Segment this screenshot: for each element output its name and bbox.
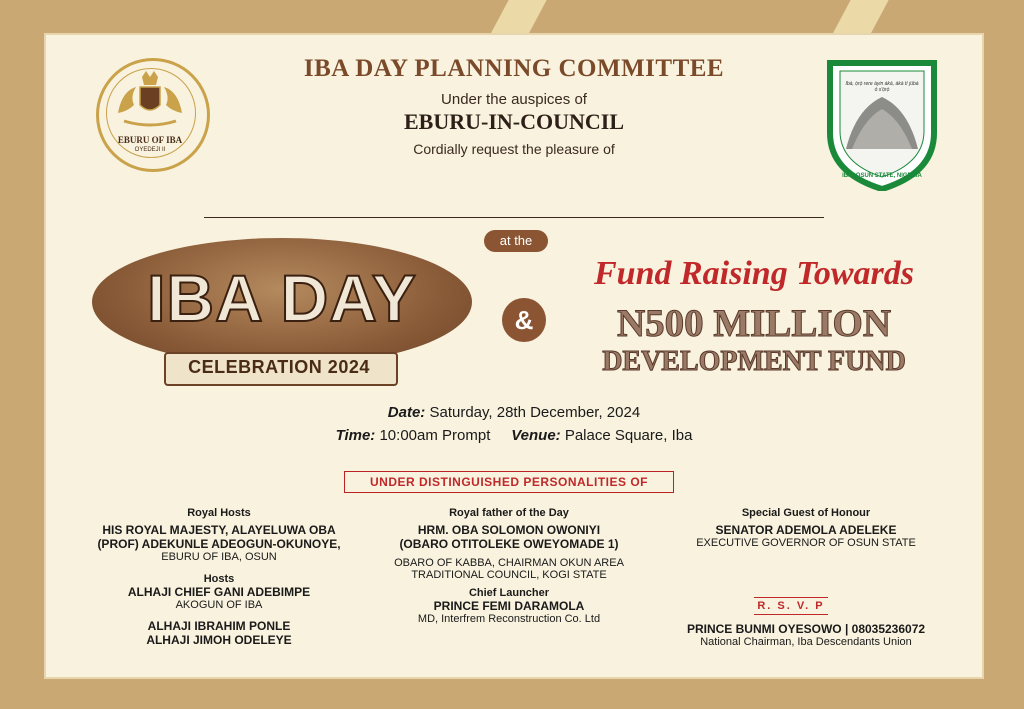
- development-fund: DEVELOPMENT FUND: [602, 346, 906, 377]
- royal-hosts-label: Royal Hosts: [187, 507, 251, 519]
- auspices-text: Under the auspices of: [441, 91, 587, 108]
- time-value: 10:00am Prompt: [379, 427, 491, 444]
- special-guest-title: EXECUTIVE GOVERNOR OF OSUN STATE: [696, 537, 916, 549]
- personalities-heading: UNDER DISTINGUISHED PERSONALITIES OF: [344, 471, 674, 493]
- council-name: EBURU-IN-COUNCIL: [403, 109, 624, 134]
- rsvp-contact: PRINCE BUNMI OYESOWO | 08035236072: [686, 622, 926, 636]
- royal-hosts-name-line2: (PROF) ADEKUNLE ADEOGUN-OKUNOYE,: [97, 537, 341, 551]
- seal-subtitle: OYEDEJI II: [134, 147, 166, 153]
- venue-label: Venue:: [511, 427, 561, 444]
- ampersand-badge: &: [502, 298, 546, 342]
- date-label: Date:: [387, 404, 426, 421]
- invitation-card: [44, 33, 984, 679]
- at-the-badge: at the: [484, 230, 548, 252]
- host-1-title: AKOGUN OF IBA: [175, 599, 263, 611]
- host-2-name: ALHAJI IBRAHIM PONLE: [147, 619, 291, 633]
- hosts-label: Hosts: [203, 573, 235, 585]
- special-guest-column: [656, 507, 956, 549]
- time-label: Time:: [335, 427, 376, 444]
- special-guest-label: Special Guest of Honour: [741, 507, 871, 519]
- rsvp-block: [656, 622, 956, 648]
- special-guest-name: SENATOR ADEMOLA ADELEKE: [715, 523, 897, 537]
- chief-launcher-name: PRINCE FEMI DARAMOLA: [433, 599, 585, 613]
- rsvp-label: R. S. V. P: [754, 597, 828, 615]
- royal-father-label: Royal father of the Day: [449, 507, 569, 519]
- venue-value: Palace Square, Iba: [564, 427, 693, 444]
- royal-hosts-name-line1: HIS ROYAL MAJESTY, ALAYELUWA OBA: [102, 523, 336, 537]
- shield-bottom-text: IBA, OSUN STATE, NIGERIA: [842, 173, 922, 179]
- fund-amount: N500 MILLION: [616, 302, 892, 345]
- shield-top-text: IBA DESCENDANTS UNION: [842, 62, 922, 68]
- host-3-name: ALHAJI JIMOH ODELEYE: [146, 633, 292, 647]
- royal-father-column: [364, 507, 654, 625]
- host-1-name: ALHAJI CHIEF GANI ADEBIMPE: [127, 585, 311, 599]
- royal-father-name-line1: HRM. OBA SOLOMON OWONIYI: [417, 523, 601, 537]
- guest-name-line: [204, 217, 824, 218]
- royal-hosts-column: [74, 507, 364, 647]
- shield-motto: Ibà, ọ̀rọ̀ rere àyin àkà, àkà tí júbà ó s'ọ̀rọ̀: [845, 81, 919, 93]
- royal-father-title-line2: TRADITIONAL COUNCIL, KOGI STATE: [411, 569, 607, 581]
- time-venue-line: [44, 427, 984, 444]
- event-title: IBA DAY: [147, 261, 417, 335]
- chief-launcher-title: MD, Interfrem Reconstruction Co. Ltd: [417, 613, 601, 625]
- seal-name: EBURU OF IBA: [117, 135, 183, 145]
- fund-raising-heading: Fund Raising Towards: [594, 255, 914, 292]
- chief-launcher-label: Chief Launcher: [468, 587, 550, 599]
- royal-father-title-line1: OBARO OF KABBA, CHAIRMAN OKUN AREA: [394, 557, 624, 569]
- event-subtitle: CELEBRATION 2024: [188, 357, 370, 377]
- date-value: Saturday, 28th December, 2024: [429, 404, 641, 421]
- royal-hosts-title: EBURU OF IBA, OSUN: [161, 551, 277, 563]
- request-text: Cordially request the pleasure of: [413, 141, 615, 157]
- rsvp-title: National Chairman, Iba Descendants Union: [700, 636, 912, 648]
- committee-title: IBA DAY PLANNING COMMITTEE: [303, 55, 725, 82]
- date-line: [44, 404, 984, 421]
- royal-father-name-line2: (OBARO OTITOLEKE OWEYOMADE 1): [399, 537, 619, 551]
